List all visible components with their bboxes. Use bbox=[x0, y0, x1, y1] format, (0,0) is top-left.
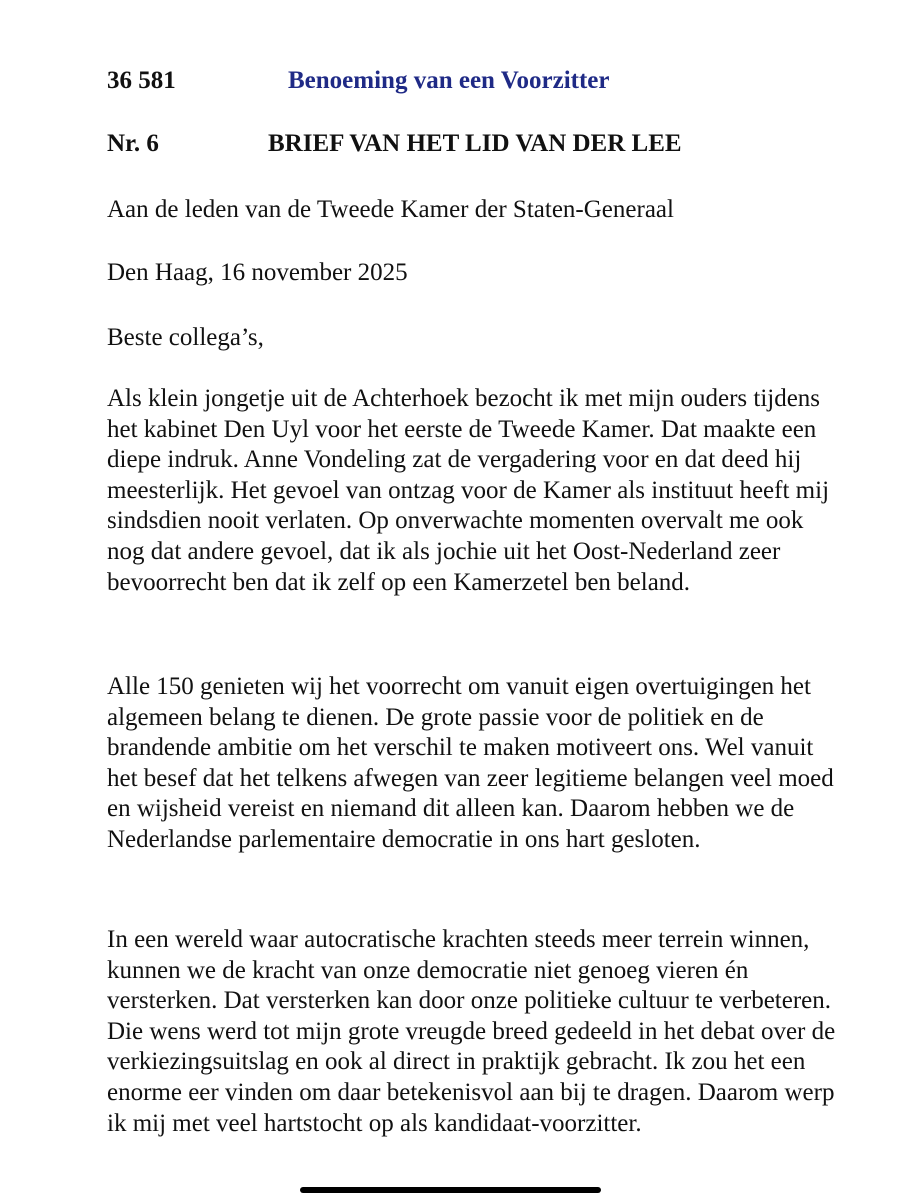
kamerstuk-title: Benoeming van een Voorzitter bbox=[288, 67, 610, 94]
salutation: Beste collega’s, bbox=[107, 324, 264, 351]
document-number: Nr. 6 bbox=[107, 130, 159, 157]
document-title: BRIEF VAN HET LID VAN DER LEE bbox=[268, 130, 682, 157]
place-date: Den Haag, 16 november 2025 bbox=[107, 259, 408, 286]
kamerstuk-number: 36 581 bbox=[107, 67, 176, 94]
addressee: Aan de leden van de Tweede Kamer der Staten-Generaal bbox=[107, 196, 674, 223]
paragraph-3: In een wereld waar autocratische krachten steeds meer terrein winnen, kunnen we de kracht van onze democratie niet genoeg vieren én versterken. Dat versterken kan door onze politieke cultuur te verbeteren. Die wens werd tot mijn grote vreugde breed gedeeld in het debat over de verkiezingsuitslag en ook al direct in praktijk gebracht. Ik zou het een enorme eer vinden om daar betekenisvol aan bij te dragen. Daarom werp ik mij met veel hartstocht op als kandidaat-voorzitter. bbox=[107, 926, 836, 1137]
paragraph-2: Alle 150 genieten wij het voorrecht om vanuit eigen overtuigingen het algemeen belang te dienen. De grote passie voor de politiek en de brandende ambitie om het verschil te maken motiveert ons. Wel vanuit het besef dat het telkens afwegen van zeer legitieme belangen veel moed en wijsheid vereist en niemand dit alleen kan. Daarom hebben we de Nederlandse parlementaire democratie in ons hart gesloten. bbox=[107, 673, 834, 853]
home-indicator[interactable] bbox=[300, 1187, 601, 1193]
paragraph-1: Als klein jongetje uit de Achterhoek bezocht ik met mijn ouders tijdens het kabinet Den Uyl voor het eerste de Tweede Kamer. Dat maakte een diepe indruk. Anne Vondeling zat de vergadering voor en dat deed hij meesterlijk. Het gevoel van ontzag voor de Kamer als instituut heeft mij sindsdien nooit verlaten. Op onverwachte momenten overvalt me ook nog dat andere gevoel, dat ik als jochie uit het Oost-Nederland zeer bevoorrecht ben dat ik zelf op een Kamerzetel ben beland. bbox=[107, 385, 830, 596]
